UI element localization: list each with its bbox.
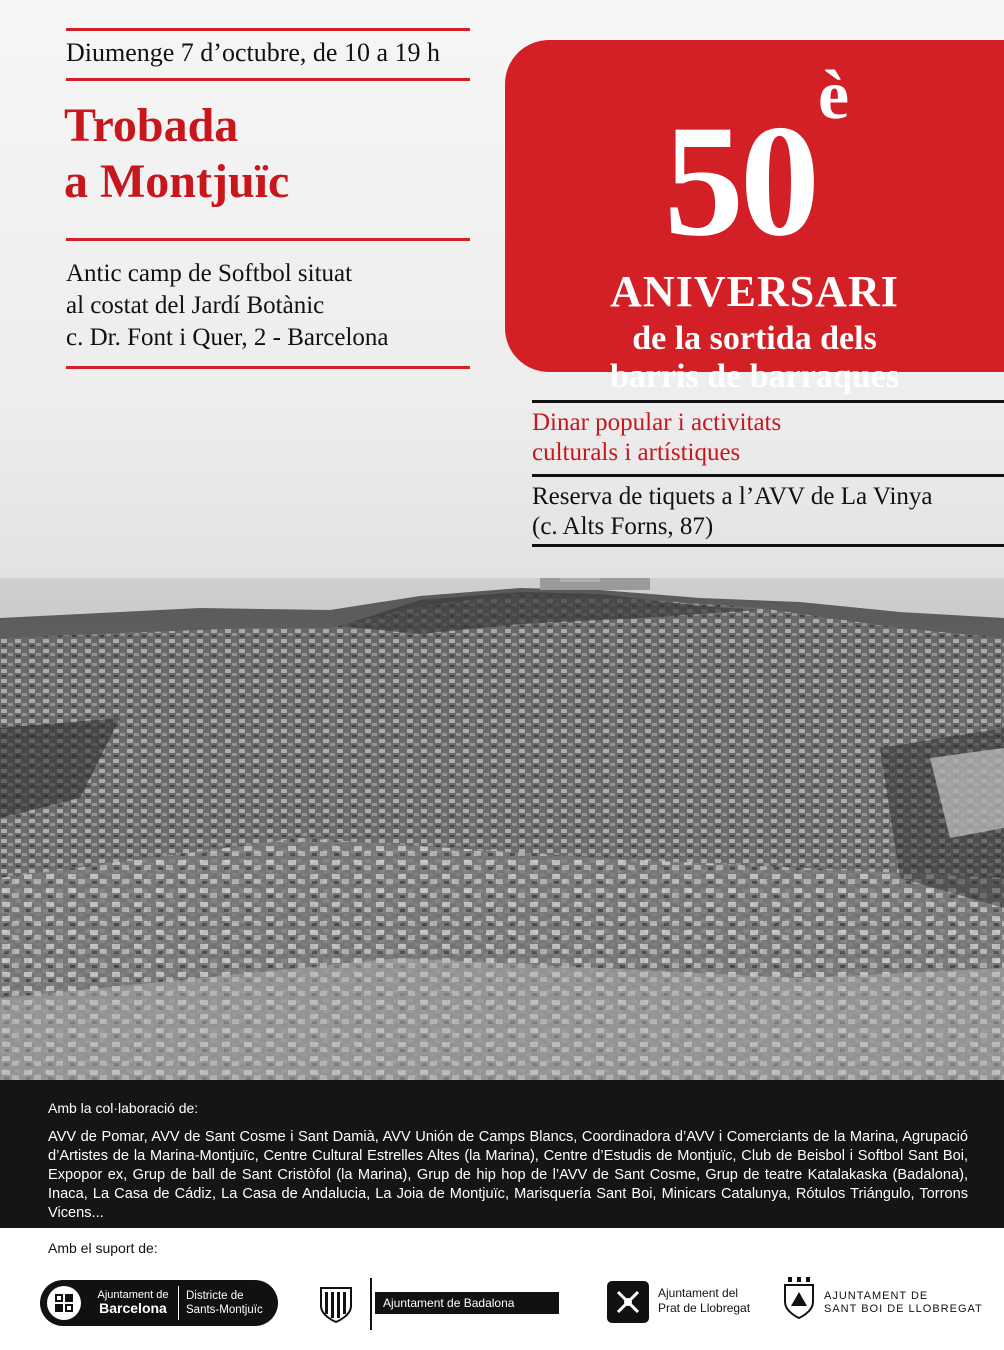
santboi-logo-text [824, 1290, 983, 1316]
barcelona-line-2: Barcelona [99, 1300, 167, 1316]
reservation-rule [532, 544, 1004, 547]
event-address [66, 258, 389, 354]
badalona-divider [370, 1278, 372, 1330]
district-logo-text [186, 1289, 263, 1317]
anniversary-banner [505, 40, 1004, 395]
activities-text [532, 408, 781, 468]
address-line-1: Antic camp de Softbol situat [66, 260, 353, 287]
activities-top-rule [532, 400, 1004, 403]
support-heading: Amb el suport de: [48, 1240, 158, 1256]
address-line-3: c. Dr. Font i Quer, 2 - Barcelona [66, 324, 389, 351]
anniversary-number [505, 57, 1004, 270]
address-rule [66, 366, 470, 369]
activities-rule [532, 474, 1004, 477]
activities-line-2: culturals i artístiques [532, 439, 741, 466]
subtitle-line-1: de la sortida dels [632, 320, 877, 357]
barcelona-line-1: Ajuntament de [97, 1289, 169, 1301]
aerial-photo [0, 578, 1004, 1080]
barcelona-logo-text [92, 1289, 174, 1317]
barcelona-logo [40, 1280, 278, 1326]
reservation-text [532, 482, 933, 542]
title-line-2: a Montjuïc [64, 155, 290, 208]
prat-logo-text [658, 1286, 750, 1316]
title-rule [66, 238, 470, 241]
event-date: Diumenge 7 d’octubre, de 10 a 19 h [66, 38, 441, 67]
subtitle-line-2: barris de barraques [610, 358, 899, 395]
prat-line-1: Ajuntament del [658, 1286, 739, 1300]
district-line-2: Sants-Montjuïc [186, 1304, 263, 1316]
reservation-line-1: Reserva de tiquets a l’AVV de La Vinya [532, 483, 933, 510]
badalona-shield-icon [318, 1284, 354, 1324]
badalona-logo-text: Ajuntament de Badalona [375, 1292, 559, 1314]
event-title [64, 98, 289, 210]
prat-line-2: Prat de Llobregat [658, 1301, 751, 1315]
santboi-shield-icon [782, 1276, 816, 1320]
reservation-line-2: (c. Alts Forns, 87) [532, 513, 714, 540]
santboi-line-1: AJUNTAMENT DE [824, 1290, 929, 1302]
number-value: 50 [663, 91, 816, 270]
top-rule [66, 28, 470, 31]
support-section [0, 1228, 1004, 1350]
collaboration-list: AVV de Pomar, AVV de Sant Cosme i Sant Damià, AVV Unión de Camps Blancs, Coordinadora d’AVV i Comerciants de la Marina, Agrupació d’Artistes de la Marina-Montjuïc, Centre Cultural Estrelles Altes (la Marina), Centre d’Estudis de Montjuïc, Club de Beisbol i Softbol Sant Boi, Expopor ex, Grup de ball de Sant Cristòfol (la Marina), Grup de hip hop de l’AVV de Sant Cosme, Grup de teatre Katalakaska (Badalona), Inaca, La Casa de Cádiz, La Casa de Andalucia, La Joia de Montjuïc, Marisquería Sant Boi, Minicars Catalunya, Rótulos Triángulo, Torrons Vicens... [48, 1129, 968, 1221]
prat-shield-icon [606, 1280, 650, 1324]
district-line-1: Districte de [186, 1290, 244, 1302]
title-line-1: Trobada [64, 99, 239, 152]
santboi-line-2: SANT BOI DE LLOBREGAT [824, 1303, 983, 1315]
number-ordinal: è [817, 57, 846, 134]
collaboration-section [0, 1080, 1004, 1228]
activities-line-1: Dinar popular i activitats [532, 409, 782, 436]
anniversary-subtitle [505, 320, 1004, 396]
barcelona-shield-icon [46, 1285, 82, 1321]
collaboration-heading: Amb la col·laboració de: [48, 1100, 199, 1116]
address-line-2: al costat del Jardí Botànic [66, 292, 325, 319]
anniversary-headline: ANIVERSARI [610, 267, 899, 316]
barcelona-divider [178, 1286, 179, 1320]
date-rule [66, 78, 470, 81]
